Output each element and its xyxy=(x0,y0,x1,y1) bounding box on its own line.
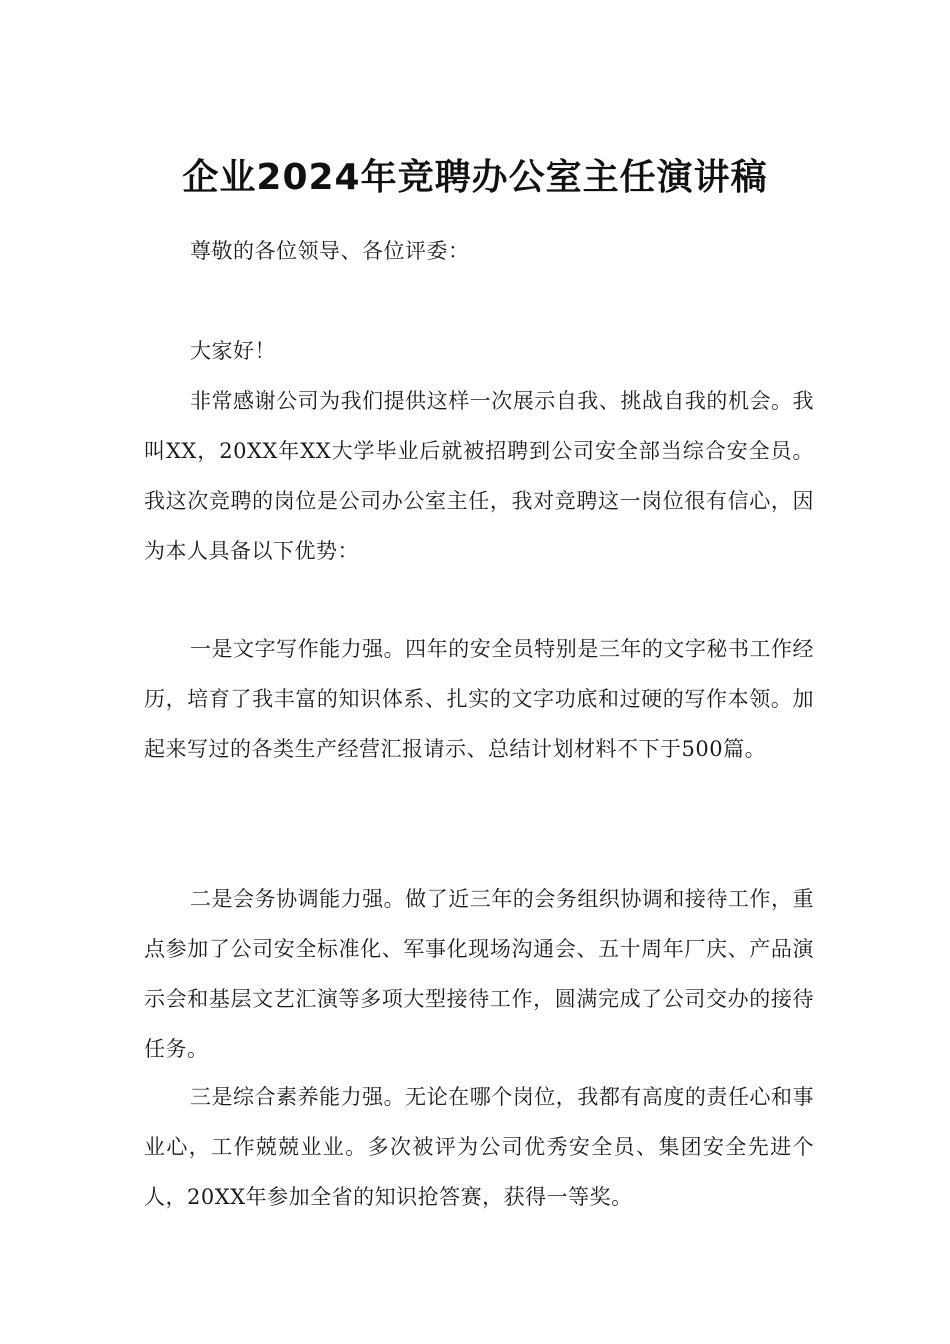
paragraph-point-three: 三是综合素养能力强。无论在哪个岗位，我都有高度的责任心和事业心，工作兢兢业业。多次被评为公司优秀安全员、集团安全先进个人，20XX年参加全省的知识抢答赛，获得一等奖。 xyxy=(144,1085,814,1209)
paragraph-salutation: 尊敬的各位领导、各位评委： xyxy=(190,239,470,263)
paragraph-point-one: 一是文字写作能力强。四年的安全员特别是三年的文字秘书工作经历，培育了我丰富的知识体系、扎实的文字功底和过硬的写作本领。加起来写过的各类生产经营汇报请示、总结计划材料不下于500篇。 xyxy=(144,637,814,761)
paragraph-point-two: 二是会务协调能力强。做了近三年的会务组织协调和接待工作，重点参加了公司安全标准化、军事化现场沟通会、五十周年厂庆、产品演示会和基层文艺汇演等多项大型接待工作，圆满完成了公司交办的接待任务。 xyxy=(144,887,814,1061)
document-title: 企业2024年竞聘办公室主任演讲稿 xyxy=(182,157,768,199)
paragraph-intro: 非常感谢公司为我们提供这样一次展示自我、挑战自我的机会。我叫XX，20XX年XX大学毕业后就被招聘到公司安全部当综合安全员。我这次竞聘的岗位是公司办公室主任，我对竞聘这一岗位很有信心，因为本人具备以下优势： xyxy=(144,389,814,563)
paragraph-greeting: 大家好！ xyxy=(190,339,276,363)
